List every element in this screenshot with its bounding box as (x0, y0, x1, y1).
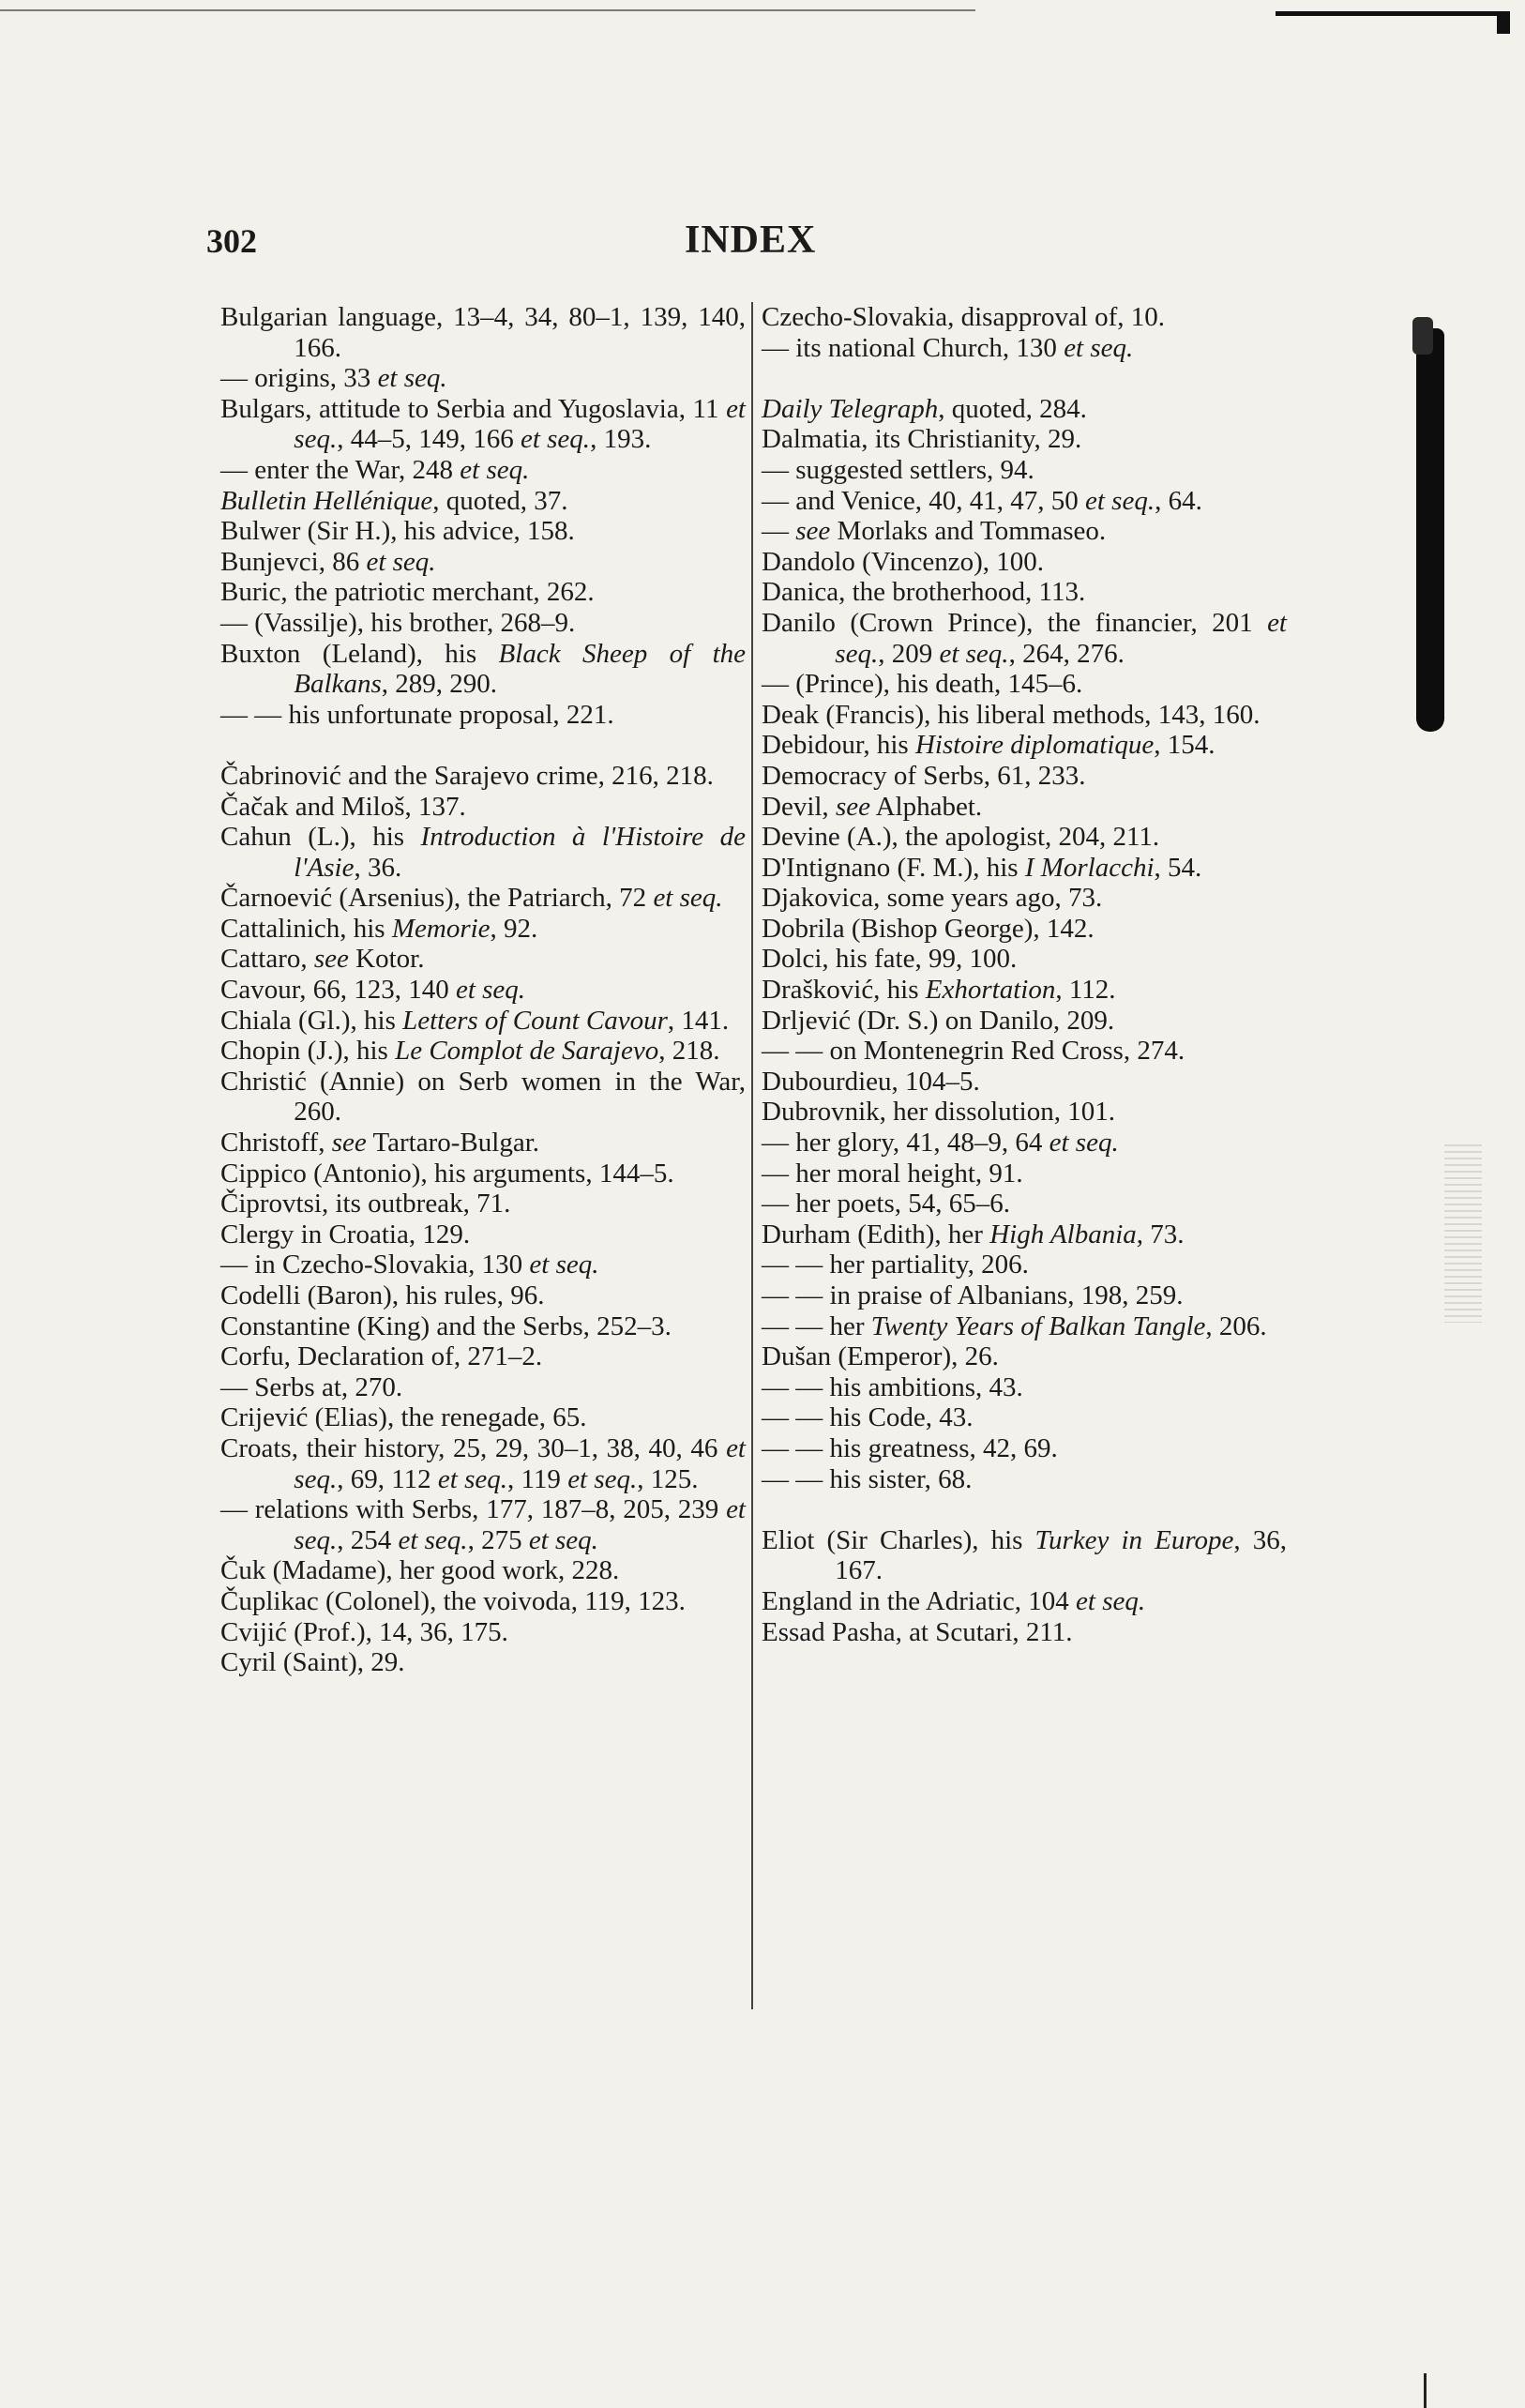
top-rule (0, 9, 975, 11)
index-entry: Drašković, his Exhortation, 112. (762, 975, 1116, 1006)
index-entry: Daily Telegraph, quoted, 284. (762, 393, 1087, 424)
index-entry: Čarnoević (Arsenius), the Patriarch, 72 et seq. (220, 883, 723, 914)
index-entry: — — her Twenty Years of Balkan Tangle, 206. (762, 1310, 1267, 1341)
index-entry: Bulletin Hellénique, quoted, 37. (220, 485, 568, 516)
index-entry: — relations with Serbs, 177, 187–8, 205, 239 et seq., 254 et seq., 275 et seq. (220, 1494, 746, 1555)
index-entry: Cippico (Antonio), his arguments, 144–5. (220, 1158, 674, 1189)
index-entry: Čačak and Miloš, 137. (220, 791, 466, 822)
edge-speckle-mark (1444, 1144, 1482, 1323)
index-entry: Dolci, his fate, 99, 100. (762, 944, 1018, 975)
index-entry: Deak (Francis), his liberal methods, 143, 160. (762, 699, 1261, 730)
index-entry: Christić (Annie) on Serb women in the War, 260. (220, 1066, 746, 1128)
index-entry: Democracy of Serbs, 61, 233. (762, 760, 1086, 791)
index-entry: Essad Pasha, at Scutari, 211. (762, 1616, 1073, 1647)
index-entry: Bunjevci, 86 et seq. (220, 546, 436, 577)
index-entry: Bulgars, attitude to Serbia and Yugoslavia, 11 et seq., 44–5, 149, 166 et seq., 193. (220, 393, 746, 455)
index-entry: Chopin (J.), his Le Complot de Sarajevo, 218. (220, 1036, 720, 1067)
index-entry: Cavour, 66, 123, 140 et seq. (220, 975, 526, 1006)
index-entry: Durham (Edith), her High Albania, 73. (762, 1219, 1185, 1249)
index-gap (762, 1494, 1287, 1525)
index-entry: — (Prince), his death, 145–6. (762, 669, 1083, 700)
index-entry: Danilo (Crown Prince), the financier, 201 et seq., 209 et seq., 264, 276. (762, 607, 1287, 669)
index-entry: Constantine (King) and the Serbs, 252–3. (220, 1310, 672, 1341)
index-entry: — — his sister, 68. (762, 1463, 973, 1494)
index-entry: Czecho-Slovakia, disapproval of, 10. (762, 302, 1166, 332)
index-entry: — see Morlaks and Tommaseo. (762, 516, 1107, 547)
index-entry: — — his greatness, 42, 69. (762, 1432, 1058, 1463)
index-entry: Dandolo (Vincenzo), 100. (762, 546, 1045, 577)
index-entry: Eliot (Sir Charles), his Turkey in Europe, 36, 167. (762, 1524, 1287, 1586)
index-entry: — — her partiality, 206. (762, 1249, 1029, 1280)
index-column-left (220, 302, 746, 1678)
index-gap (220, 730, 746, 761)
index-entry: — Serbs at, 270. (220, 1371, 403, 1402)
index-entry: Djakovica, some years ago, 73. (762, 883, 1103, 914)
index-entry: England in the Adriatic, 104 et seq. (762, 1585, 1146, 1616)
bottom-tick-mark (1424, 2373, 1427, 2408)
top-scan-mark (1276, 11, 1510, 16)
index-entry: Cyril (Saint), 29. (220, 1647, 405, 1678)
column-divider (751, 302, 753, 2009)
index-entry: Crijević (Elias), the renegade, 65. (220, 1402, 587, 1433)
index-entry: Clergy in Croatia, 129. (220, 1219, 471, 1249)
index-entry: — — on Montenegrin Red Cross, 274. (762, 1036, 1185, 1067)
index-entry: Dubourdieu, 104–5. (762, 1066, 980, 1097)
index-entry: Dušan (Emperor), 26. (762, 1341, 999, 1372)
index-entry: — enter the War, 248 et seq. (220, 454, 530, 485)
index-gap (762, 363, 1287, 394)
index-entry: Čuplikac (Colonel), the voivoda, 119, 123. (220, 1585, 686, 1616)
index-entry: Chiala (Gl.), his Letters of Count Cavour, 141. (220, 1005, 730, 1036)
index-entry: — in Czecho-Slovakia, 130 et seq. (220, 1249, 599, 1280)
index-entry: Čiprovtsi, its outbreak, 71. (220, 1189, 511, 1219)
index-entry: Cahun (L.), his Introduction à l'Histoire de l'Asie, 36. (220, 822, 746, 883)
index-entry: Corfu, Declaration of, 271–2. (220, 1341, 543, 1372)
index-entry: Danica, the brotherhood, 113. (762, 577, 1086, 608)
index-entry: — origins, 33 et seq. (220, 363, 447, 394)
index-entry: Dalmatia, its Christianity, 29. (762, 424, 1082, 455)
index-entry: Devine (A.), the apologist, 204, 211. (762, 822, 1160, 853)
index-entry: Cvijić (Prof.), 14, 36, 175. (220, 1616, 508, 1647)
page-number: 302 (206, 222, 257, 260)
index-entry: Buric, the patriotic merchant, 262. (220, 577, 595, 608)
index-entry: Cattaro, see Kotor. (220, 944, 425, 975)
index-entry: Bulwer (Sir H.), his advice, 158. (220, 516, 575, 547)
index-entry: Bulgarian language, 13–4, 34, 80–1, 139, 140, 166. (220, 302, 746, 363)
index-entry: — (Vassilje), his brother, 268–9. (220, 607, 576, 638)
index-entry: — her poets, 54, 65–6. (762, 1189, 1010, 1219)
index-entry: — suggested settlers, 94. (762, 454, 1034, 485)
index-entry: — her moral height, 91. (762, 1158, 1023, 1189)
index-entry: Čabrinović and the Sarajevo crime, 216, 218. (220, 760, 714, 791)
index-entry: — — his ambitions, 43. (762, 1371, 1023, 1402)
index-entry: Christoff, see Tartaro-Bulgar. (220, 1128, 540, 1159)
index-entry: — — his Code, 43. (762, 1402, 974, 1433)
index-entry: Buxton (Leland), his Black Sheep of the Balkans, 289, 290. (220, 638, 747, 700)
index-entry: Drljević (Dr. S.) on Danilo, 209. (762, 1005, 1115, 1036)
index-entry: Debidour, his Histoire diplomatique, 154. (762, 730, 1215, 761)
page-header (0, 218, 1525, 274)
index-entry: D'Intignano (F. M.), his I Morlacchi, 54. (762, 852, 1202, 883)
index-entry: Dobrila (Bishop George), 142. (762, 913, 1095, 944)
index-entry: — — in praise of Albanians, 198, 259. (762, 1280, 1184, 1310)
index-entry: Dubrovnik, her dissolution, 101. (762, 1097, 1115, 1128)
index-entry: — and Venice, 40, 41, 47, 50 et seq., 64. (762, 485, 1202, 516)
index-column-right (762, 302, 1287, 1647)
index-entry: Codelli (Baron), his rules, 96. (220, 1280, 545, 1310)
index-entry: — — his unfortunate proposal, 221. (220, 699, 614, 730)
index-entry: — its national Church, 130 et seq. (762, 332, 1134, 363)
index-entry: Croats, their history, 25, 29, 30–1, 38, 40, 46 et seq., 69, 112 et seq., 119 et seq., 125. (220, 1432, 746, 1494)
index-entry: — her glory, 41, 48–9, 64 et seq. (762, 1128, 1119, 1159)
edge-bleed-mark (1416, 328, 1444, 732)
index-entry: Devil, see Alphabet. (762, 791, 983, 822)
page-title: INDEX (685, 219, 817, 262)
index-entry: Cattalinich, his Memorie, 92. (220, 913, 538, 944)
index-entry: Čuk (Madame), her good work, 228. (220, 1555, 620, 1586)
